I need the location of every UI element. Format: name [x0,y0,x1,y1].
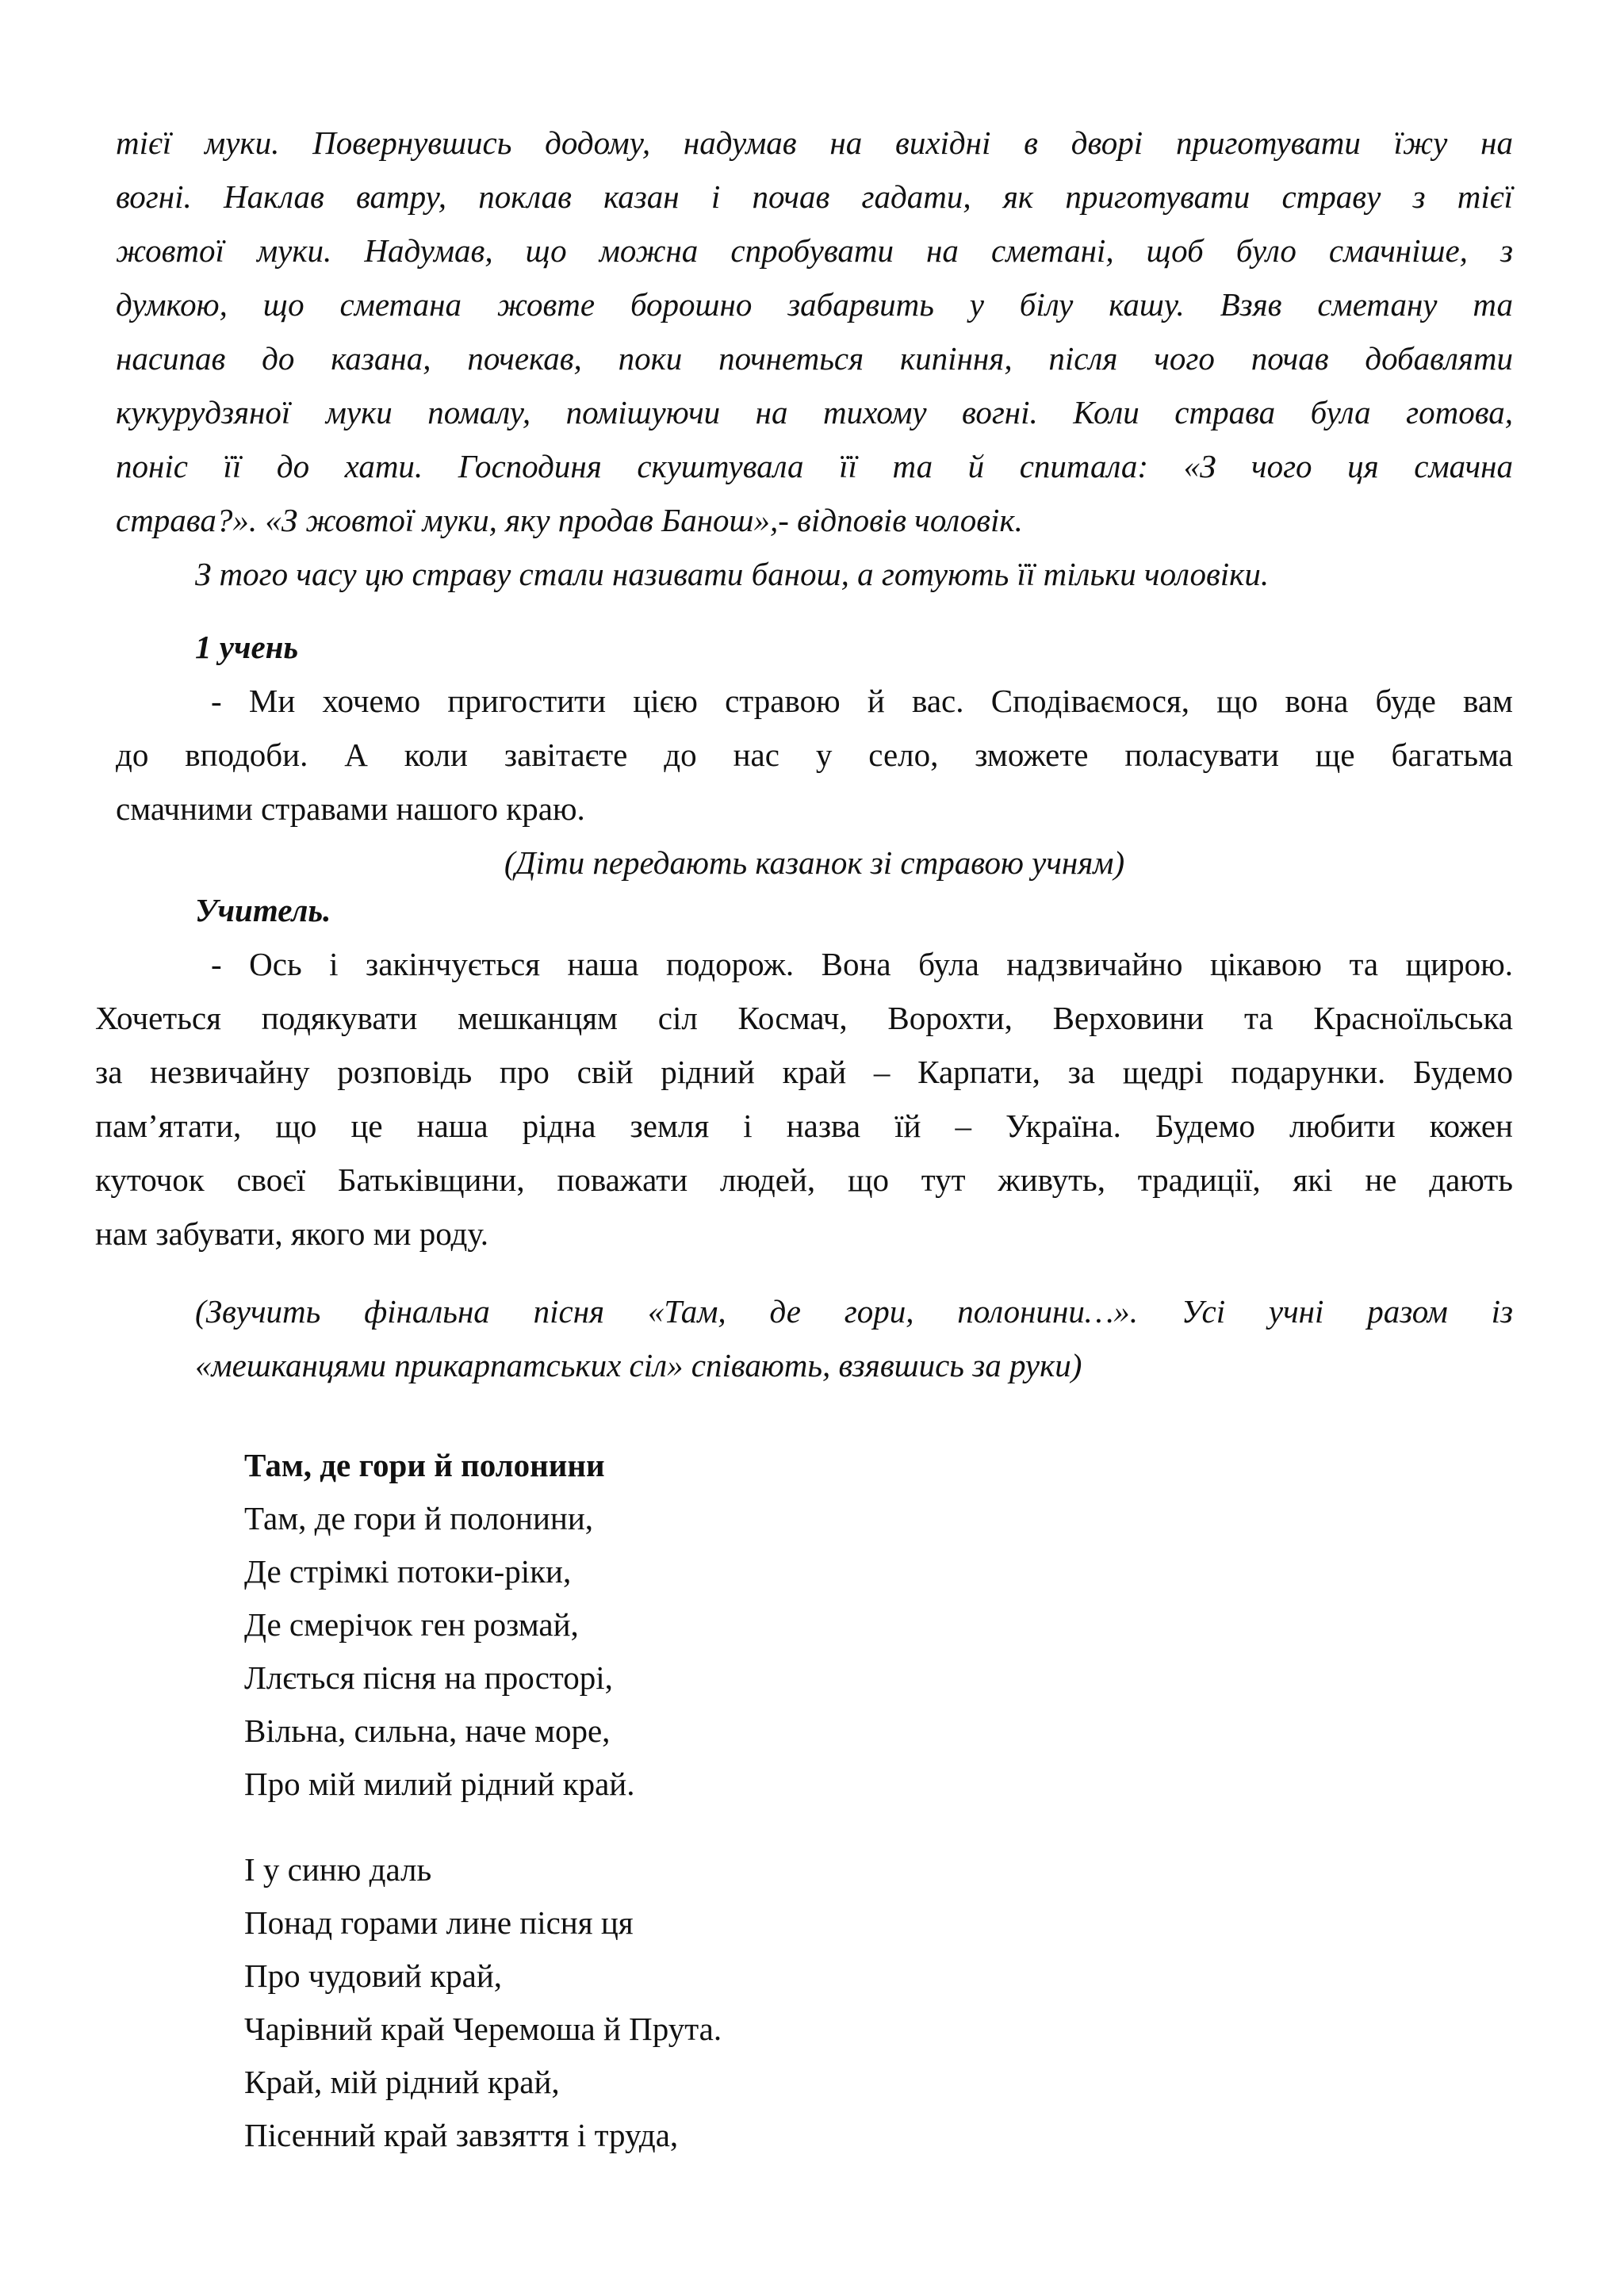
song-verse-2 [244,1843,722,2162]
teacher-line: за незвичайну розповідь про свій рідний край – Карпати, за щедрі подарунки. Будемо [95,1054,1513,1090]
legend-line: вогні. Наклав ватру, поклав казан і почав гадати, як приготувати страву з тієї [116,178,1513,215]
legend-line: тієї муки. Повернувшись додому, надумав на вихідні в дворі приготувати їжу на [116,124,1513,161]
final-direction-line: (Звучить фінальна пісня «Там, де гори, полонини…». Усі учні разом із [195,1293,1513,1330]
song-line: Ллється пісня на просторі, [244,1659,613,1696]
teacher-line: пам’ятати, що це наша рідна земля і назва їй – Україна. Будемо любити кожен [95,1108,1513,1144]
legend-line: поніс її до хати. Господиня скуштувала її та й спитала: «З чого ця смачна [116,448,1513,484]
song-line: Край, мій рідний край, [244,2064,560,2100]
song-line: Там, де гори й полонини, [244,1500,594,1536]
legend-line: жовтої муки. Надумав, що можна спробувати на сметані, щоб було смачніше, з [116,232,1513,269]
song-line: Про мій милий рідний край. [244,1766,635,1802]
student1-line: - Ми хочемо пригостити цією стравою й вас. Сподіваємося, що вона буде вам [211,683,1513,719]
final-direction-line: «мешканцями прикарпатських сіл» співають, взявшись за руки) [195,1347,1082,1383]
teacher-line: Хочеться подякувати мешканцям сіл Космач, Ворохти, Верховини та Красноїльська [95,1000,1513,1036]
song-line: Де стрімкі потоки-ріки, [244,1553,572,1590]
student1-heading: 1 учень [195,629,299,665]
song-line: Про чудовий край, [244,1957,503,1994]
student1-line: смачними стравами нашого краю. [116,790,585,827]
student1-line: до вподоби. А коли завітаєте до нас у село, зможете поласувати ще багатьма [116,737,1513,773]
legend-line: насипав до казана, почекав, поки почнеться кипіння, після чого почав добавляти [116,340,1513,377]
song-line: І у синю даль [244,1851,432,1888]
stage-direction: (Діти передають казанок зі стравою учням) [504,844,1125,881]
song-line: Понад горами лине пісня ця [244,1904,634,1941]
legend-closing: З того часу цю страву стали називати банош, а готують її тільки чоловіки. [195,556,1270,592]
teacher-line: - Ось і закінчується наша подорож. Вона була надзвичайно цікавою та щирою. [211,946,1513,982]
song-line: Пісенний край завзяття і труда, [244,2117,679,2153]
teacher-heading: Учитель. [195,892,331,928]
legend-line: думкою, що сметана жовте борошно забарвить у білу кашу. Взяв сметану та [116,286,1513,323]
final-direction [195,1284,1513,1392]
legend-paragraph [116,116,1513,601]
song-line: Вільна, сильна, наче море, [244,1712,611,1749]
teacher-section [95,883,1513,1261]
legend-line: страва?». «З жовтої муки, яку продав Банош»,- відповів чоловік. [116,502,1023,538]
student1-section [116,620,1513,890]
song-title: Там, де гори й полонини [244,1447,605,1483]
teacher-line: нам забувати, якого ми роду. [95,1215,489,1252]
teacher-line: куточок своєї Батьківщини, поважати людей, що тут живуть, традиції, які не дають [95,1161,1513,1198]
song-line: Чарівний край Черемоша й Прута. [244,2011,722,2047]
song-line: Де смерічок ген розмай, [244,1606,579,1643]
legend-line: кукурудзяної муки помалу, помішуючи на тихому вогні. Коли страва була готова, [116,394,1513,430]
song [244,1439,635,1811]
